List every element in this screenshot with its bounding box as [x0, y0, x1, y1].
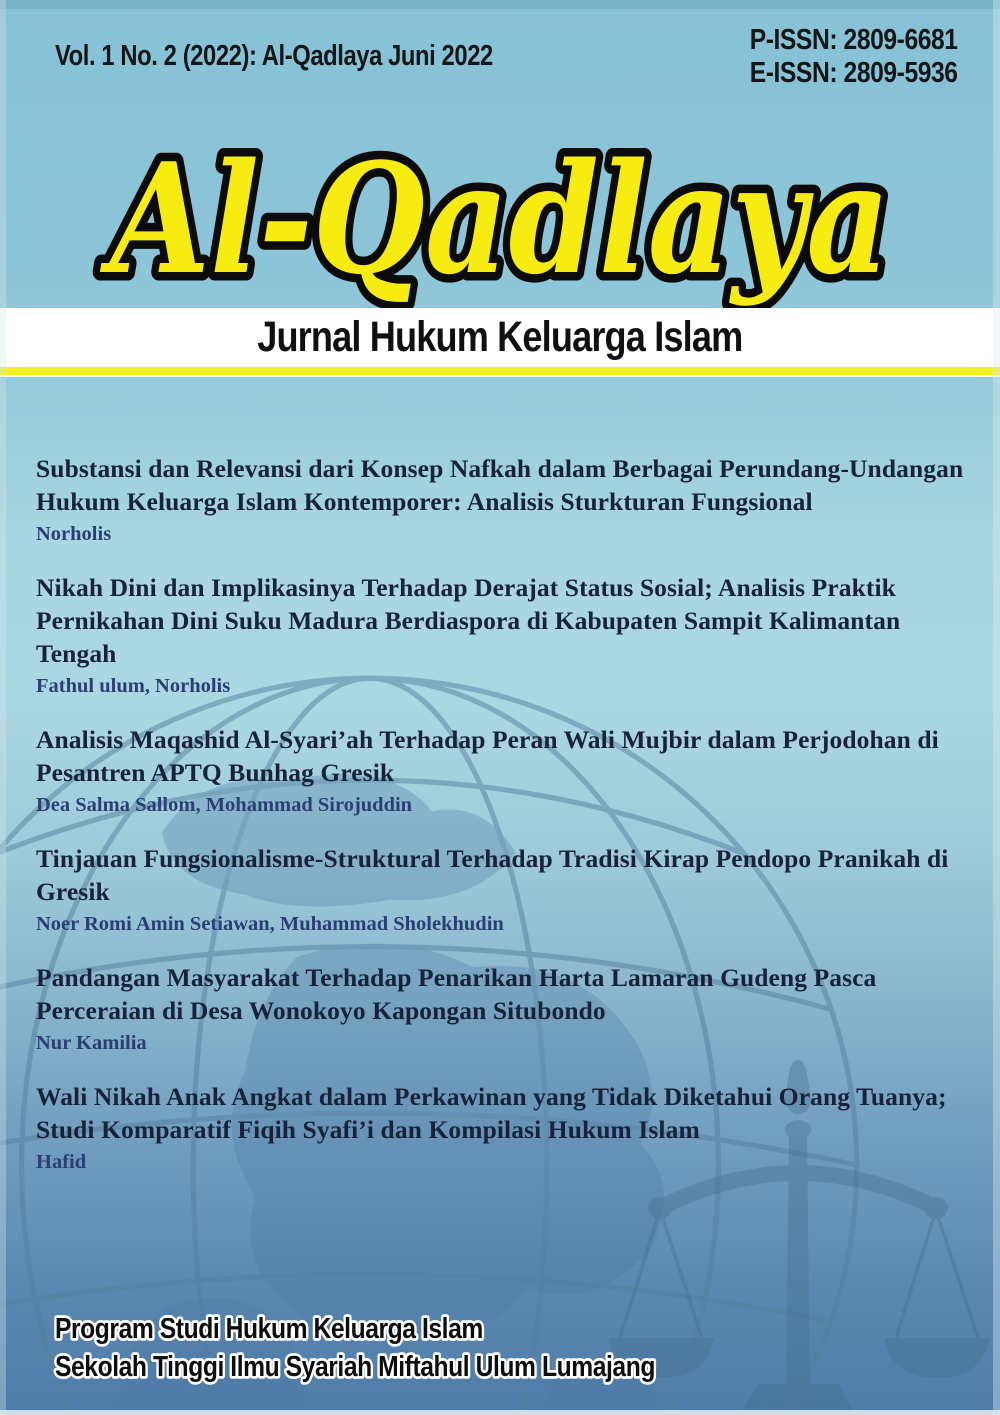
- top-edge-strip: [0, 0, 1000, 9]
- article-authors: Dea Salma Sallom, Mohammad Sirojuddin: [36, 794, 413, 817]
- journal-subtitle: Jurnal Hukum Keluarga Islam: [257, 313, 743, 361]
- article-title: Wali Nikah Anak Angkat dalam Perkawinan yang Tidak Diketahui Orang Tuanya; Studi Komparatif Fiqih Syafi’i dan Kompilasi Hukum Islam: [36, 1081, 947, 1144]
- footer-line2: Sekolah Tinggi Ilmu Syariah Miftahul Ulum Lumajang: [55, 1350, 655, 1383]
- volume-issue-label: Vol. 1 No. 2 (2022): Al-Qadlaya Juni 2022: [55, 40, 493, 72]
- e-issn-label: E-ISSN: 2809-5936: [750, 56, 958, 89]
- journal-title: Al-Qadlaya: [99, 129, 891, 308]
- yellow-divider: [0, 367, 1000, 377]
- subtitle-band: [0, 308, 1000, 367]
- bottom-edge-strip: [0, 1410, 1000, 1415]
- footer-line1: Program Studi Hukum Keluarga Islam: [55, 1312, 483, 1345]
- article-item: [36, 842, 970, 938]
- article-title: Tinjauan Fungsionalisme-Struktural Terhadap Tradisi Kirap Pendopo Pranikah di Gresik: [36, 843, 949, 906]
- article-item: [36, 452, 970, 548]
- article-item: [36, 1080, 970, 1176]
- p-issn-label: P-ISSN: 2809-6681: [750, 24, 958, 56]
- article-item: [36, 723, 970, 819]
- article-authors: Nur Kamilia: [36, 1032, 147, 1055]
- article-authors: Fathul ulum, Norholis: [36, 675, 231, 698]
- article-authors: Hafid: [36, 1150, 87, 1173]
- issn-block: [713, 24, 958, 90]
- masthead: [0, 112, 1000, 327]
- article-item: [36, 571, 970, 700]
- article-title: Pandangan Masyarakat Terhadap Penarikan Harta Lamaran Gudeng Pasca Perceraian di Desa Wonokoyo Kapongan Situbondo: [36, 962, 877, 1025]
- article-title: Nikah Dini dan Implikasinya Terhadap Derajat Status Sosial; Analisis Praktik Pernikahan Dini Suku Madura Berdiaspora di Kabupaten Sampit Kalimantan Tengah: [36, 572, 901, 669]
- article-title: Substansi dan Relevansi dari Konsep Nafkah dalam Berbagai Perundang-Undangan Hukum Keluarga Islam Kontemporer: Analisis Sturkturan Fungsional: [36, 454, 964, 517]
- article-title: Analisis Maqashid Al-Syari’ah Terhadap Peran Wali Mujbir dalam Perjodohan di Pesantren APTQ Bunhag Gresik: [36, 724, 939, 788]
- article-authors: Noer Romi Amin Setiawan, Muhammad Sholekhudin: [36, 913, 504, 936]
- article-authors: Norholis: [36, 523, 112, 546]
- left-edge-strip: [0, 0, 6, 1415]
- header-bar: [55, 24, 958, 90]
- right-edge-strip: [993, 0, 1000, 1415]
- article-item: [36, 961, 970, 1057]
- article-list: [36, 452, 970, 1199]
- institution-footer: [55, 1312, 815, 1397]
